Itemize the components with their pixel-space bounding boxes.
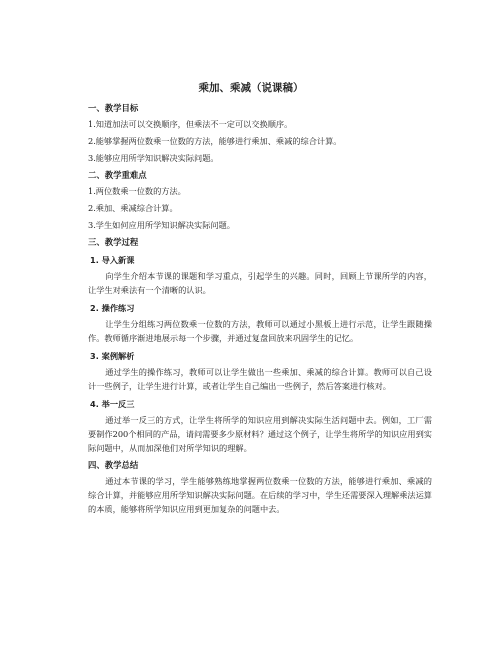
section-heading-goals: 一、教学目标 <box>88 103 139 113</box>
summary-text: 通过本节课的学习，学生能够熟练地掌握两位数乘一位数的方法，能够进行乘加、乘减的综合计算，并能够应用所学知识解决实际问题。在后续的学习中，学生还需要深入理解乘法运算的本质，能够将所学知识应用到更加复杂的问题中去。 <box>88 476 432 514</box>
goal-item: 1.知道加法可以交换顺序，但乘法不一定可以交换顺序。 <box>88 119 293 129</box>
step-heading-extension: 4. 举一反三 <box>90 399 135 409</box>
document-title: 乘加、乘减（说课稿） <box>198 82 304 94</box>
key-point-item: 2.乘加、乘减综合计算。 <box>88 203 178 213</box>
step-text-practice: 让学生分组练习两位数乘一位数的方法，教师可以通过小黑板上进行示范，让学生跟随操作。教师循序渐进地展示每一个步骤，并通过复盘回放来巩固学生的记忆。 <box>88 319 432 343</box>
document-body <box>88 98 432 519</box>
step-heading-cases: 3. 案例解析 <box>90 351 135 361</box>
goal-item: 2.能够掌握两位数乘一位数的方法，能够进行乘加、乘减的综合计算。 <box>88 136 342 146</box>
step-heading-practice: 2. 操作练习 <box>90 303 135 313</box>
section-heading-process: 三、教学过程 <box>88 237 139 247</box>
step-heading-intro: 1. 导入新课 <box>90 255 135 265</box>
section-heading-key-points: 二、教学重难点 <box>88 170 147 180</box>
step-text-extension: 通过举一反三的方式，让学生将所学的知识应用到解决实际生活问题中去。例如，工厂需要制作200个相同的产品，请问需要多少原材料？通过这个例子，让学生将所学的知识应用到实际问题中，从而加深他们对所学知识的理解。 <box>88 415 432 453</box>
section-heading-summary: 四、教学总结 <box>88 460 139 470</box>
step-text-cases: 通过学生的操作练习，教师可以让学生做出一些乘加、乘减的综合计算。教师可以自己设计一些例子，让学生进行计算，或者让学生自己编出一些例子，然后答案进行核对。 <box>88 367 432 391</box>
key-point-item: 1.两位数乘一位数的方法。 <box>88 186 186 196</box>
goal-item: 3.能够应用所学知识解决实际问题。 <box>88 153 219 163</box>
key-point-item: 3.学生如何应用所学知识解决实际问题。 <box>88 220 235 230</box>
step-text-intro: 向学生介绍本节课的课题和学习重点，引起学生的兴趣。同时，回顾上节课所学的内容，让学生对乘法有一个清晰的认识。 <box>88 271 432 295</box>
